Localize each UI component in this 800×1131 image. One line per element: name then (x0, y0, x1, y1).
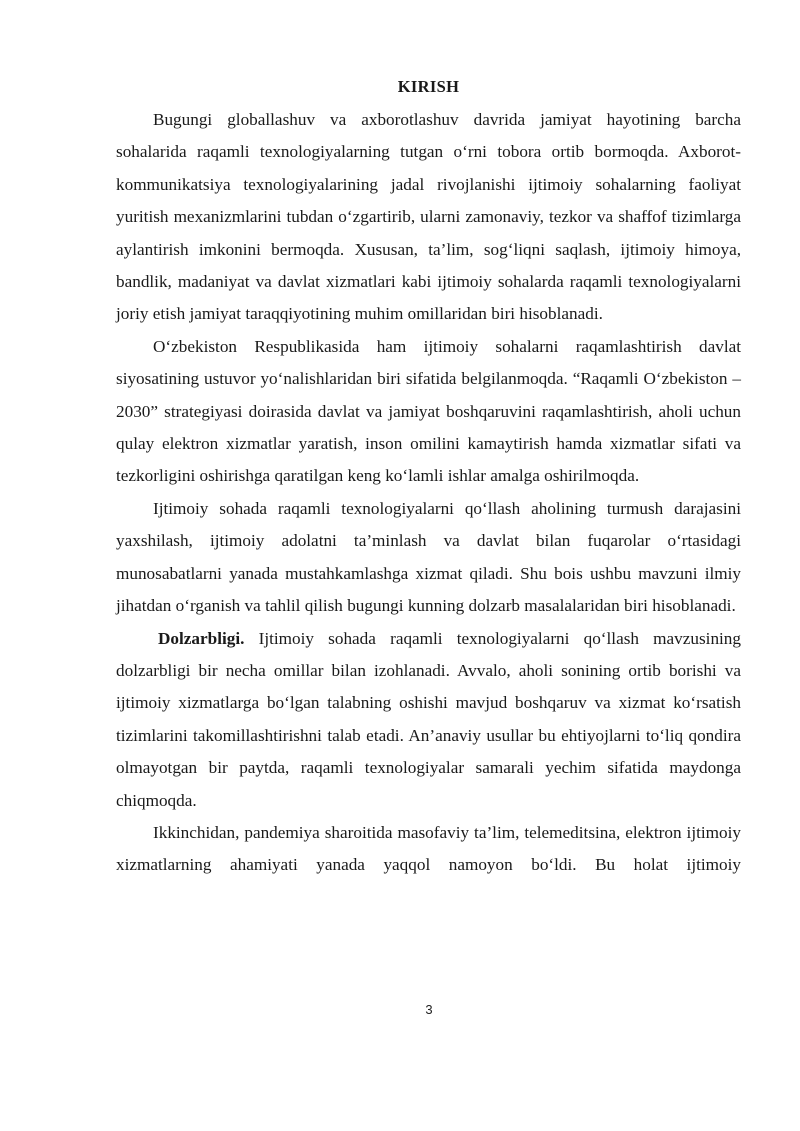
paragraph-text: Ikkinchidan, pandemiya sharoitida masofaviy ta’lim, telemeditsina, elektron ijtimoiy xizmatlarning ahamiyati yanada yaqqol namoyon bo‘ldi. Bu holat ijtimoiy (116, 822, 741, 875)
paragraph-uzbekistan (116, 331, 741, 493)
section-heading: KIRISH (397, 77, 460, 96)
paragraph-text: Ijtimoiy sohada raqamli texnologiyalarni qo‘llash aholining turmush darajasini yaxshilash, ijtimoiy adolatni ta’minlash va davlat bilan fuqarolar o‘rtasidagi munosabatlarni yanada mustahkamlashga xizmat qiladi. Shu bois ushbu mavzuni ilmiy jihatdan o‘rganish va tahlil qilish bugungi kunning dolzarb masalalaridan biri hisoblanadi. (116, 498, 741, 616)
paragraph-text: Bugungi globallashuv va axborotlashuv davrida jamiyat hayotining barcha sohalarida raqamli texnologiyalarning tutgan o‘rni tobora ortib bormoqda. Axborot-kommunikatsiya texnologiyalarining jadal rivojlanishi ijtimoiy sohalarning faoliyat yuritish mexanizmlarini tubdan o‘zgartirib, ularni zamonaviy, tezkor va shaffof tizimlarga aylantirish imkonini bermoqda. Xususan, ta’lim, sog‘liqni saqlash, ijtimoiy himoya, bandlik, madaniyat va davlat xizmatlari kabi ijtimoiy sohalarda raqamli texnologiyalarni joriy etish jamiyat taraqqiyotining muhim omillaridan biri hisoblanadi. (116, 110, 741, 324)
paragraph-lead-bold: Dolzarbligi. (158, 628, 245, 648)
paragraph-relevance (116, 623, 741, 817)
paragraph-text: Ijtimoiy sohada raqamli texnologiyalarni qo‘llash mavzusining dolzarbligi bir necha omillar bilan izohlanadi. Avvalo, aholi sonining ortib borishi va ijtimoiy xizmatlarga bo‘lgan talabning oshishi mavjud boshqaruv va xizmat ko‘rsatish tizimlarini takomillashtirishni talab etadi. An’anaviy usullar bu ehtiyojlarni to‘liq qondira olmayotgan bir paytda, raqamli texnologiyalar samarali yechim sifatida maydonga chiqmoqda. (116, 628, 741, 810)
paragraph-pandemic (116, 817, 741, 882)
paragraph-text: O‘zbekiston Respublikasida ham ijtimoiy sohalarni raqamlashtirish davlat siyosatining ustuvor yo‘nalishlaridan biri sifatida belgilanmoqda. “Raqamli O‘zbekiston – 2030” strategiyasi doirasida davlat va jamiyat boshqaruvini raqamlashtirish, aholi uchun qulay elektron xizmatlar yaratish, inson omilini kamaytirish hamda xizmatlar sifati va tezkorligini oshirishga qaratilgan keng ko‘lamli ishlar amalga oshirilmoqda. (116, 336, 741, 486)
paragraph-social-sphere (116, 493, 741, 623)
page-content (116, 74, 741, 882)
page-number: 3 (425, 1002, 433, 1017)
paragraph-intro (116, 104, 741, 331)
